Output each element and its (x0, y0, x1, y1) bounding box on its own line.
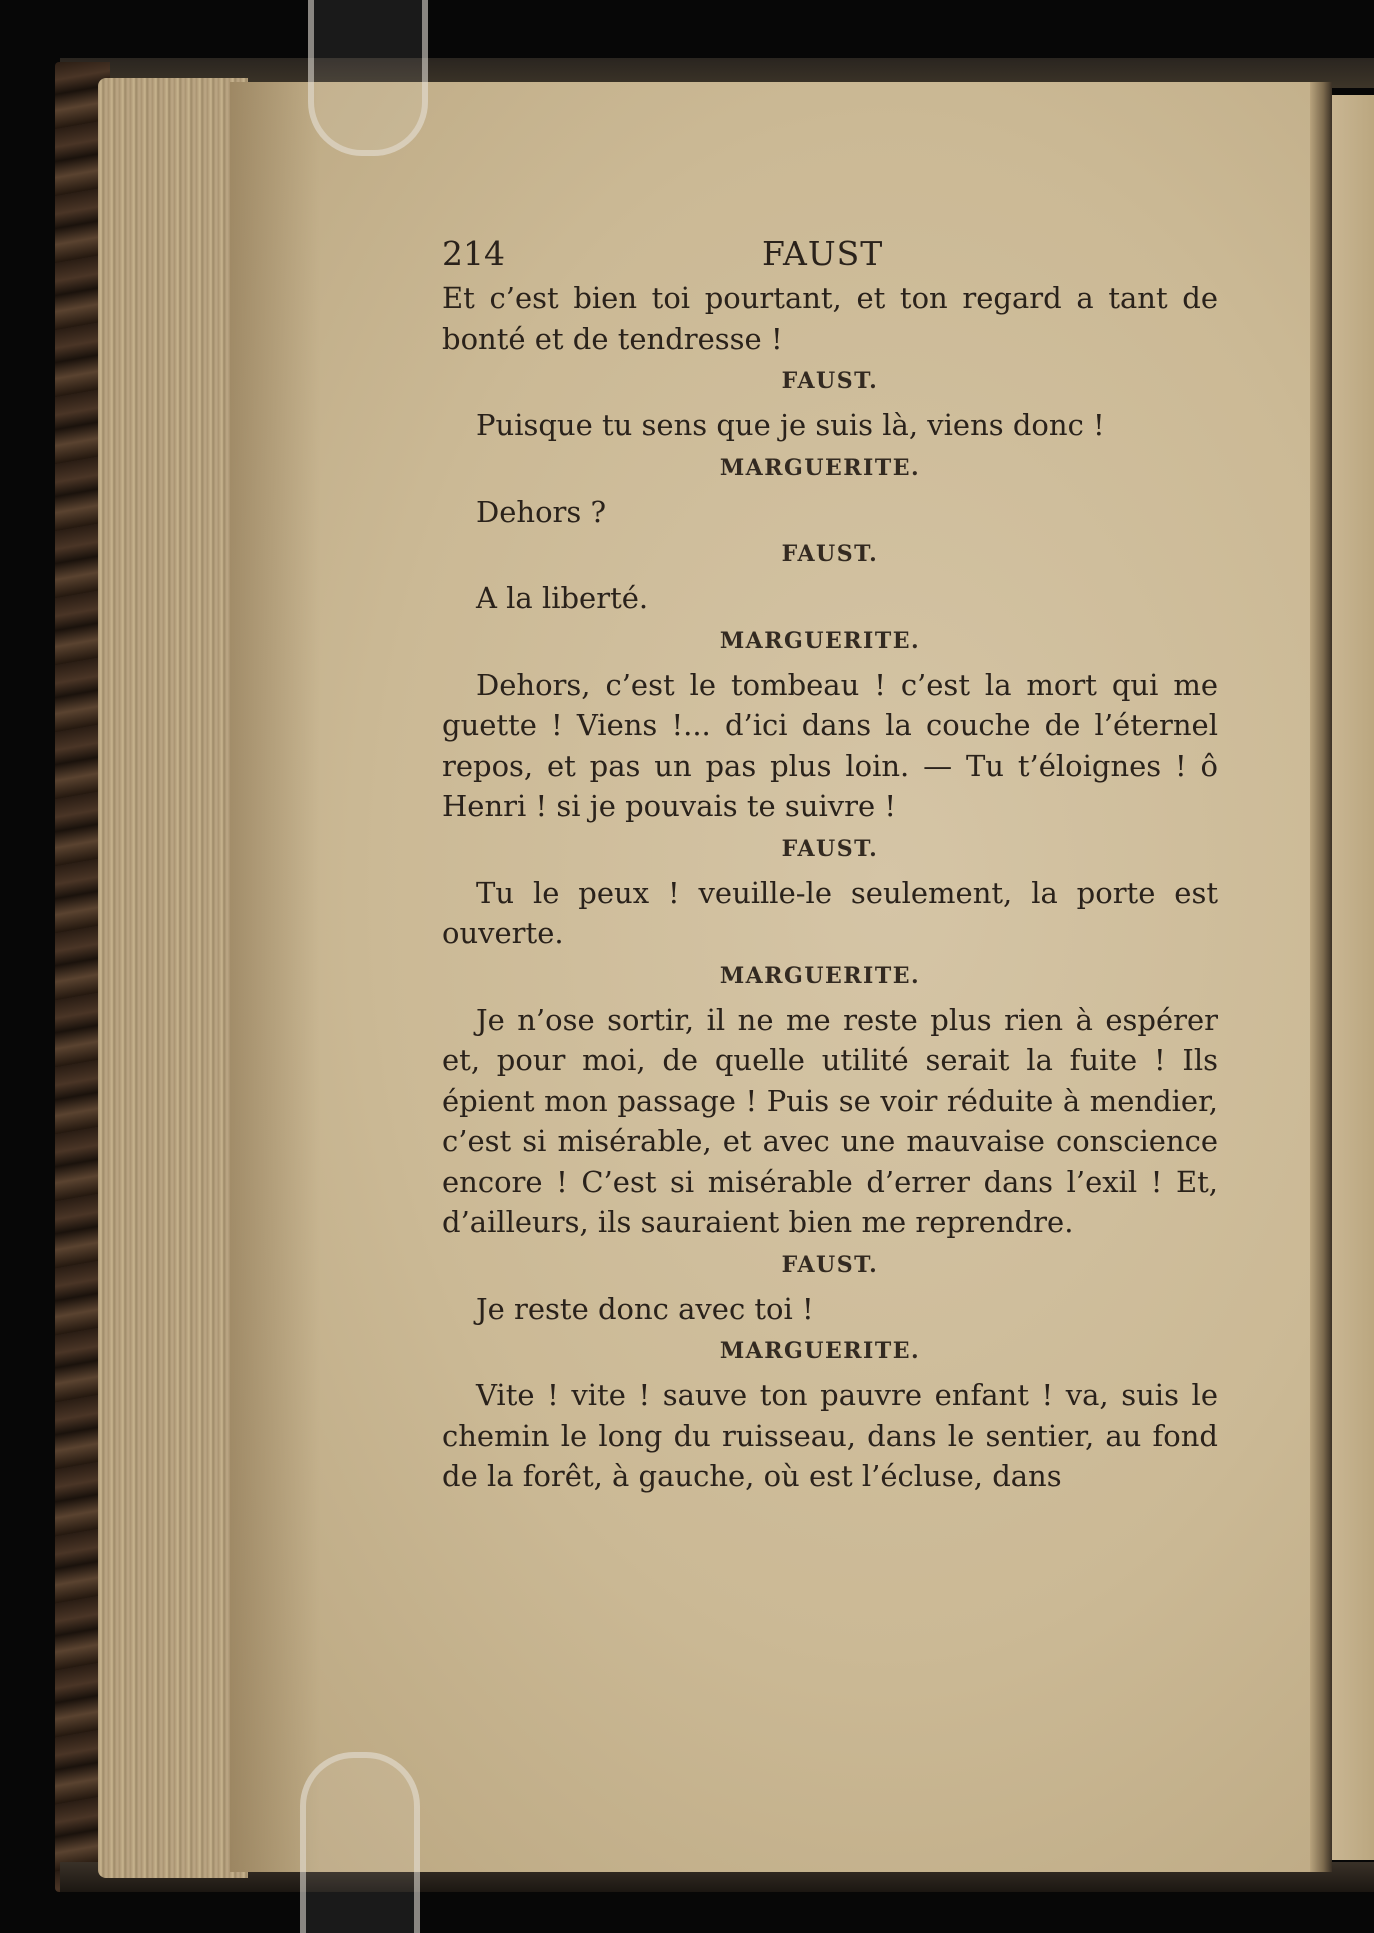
page-number: 214 (442, 234, 505, 273)
speaker-name: FAUST. (781, 835, 879, 862)
dialogue-paragraph: Vite ! vite ! sauve ton pauvre enfant ! va, suis le chemin le long du ruisseau, dans le sentier, au fond de la forêt, à gauche, où est l’écluse, dans (442, 1378, 1218, 1493)
dialogue-paragraph: Puisque tu sens que je suis là, viens donc ! (476, 408, 1105, 442)
speaker-name: FAUST. (781, 368, 879, 394)
speaker-name: MARGUERITE. (719, 627, 921, 654)
plastic-page-clip-top (308, 0, 428, 156)
dialogue-paragraph: Et c’est bien toi pourtant, et ton regard a tant de bonté et de tendresse ! (442, 281, 1218, 356)
page-edges (98, 78, 248, 1878)
dialogue-paragraph: Tu le peux ! veuille-le seulement, la porte est ouverte. (442, 875, 1218, 950)
speaker-name: MARGUERITE. (719, 454, 921, 481)
speaker-name: MARGUERITE. (719, 962, 921, 989)
page-gutter (1310, 82, 1332, 1872)
dialogue-paragraph: Je n’ose sortir, il ne me reste plus rien à espérer et, pour moi, de quelle utilité serait la fuite ! Ils épient mon passage ! Puis se voir réduite à mendier, c’est si misérable, et avec une mauvaise conscience encore ! C’est si misérable d’errer dans l’exil ! Et, d’ailleurs, ils sauraient bien me reprendre. (442, 1002, 1218, 1239)
running-title: FAUST (762, 234, 884, 273)
plastic-page-clip-bottom (300, 1752, 420, 1933)
dialogue-paragraph: Dehors, c’est le tombeau ! c’est la mort qui me guette ! Viens !... d’ici dans la couche de l’éternel repos, et pas un pas plus loin. — Tu t’éloignes ! ô Henri ! si je pouvais te suivre ! (442, 667, 1218, 823)
dialogue-paragraph: Dehors ? (476, 494, 607, 529)
speaker-name: FAUST. (781, 1251, 879, 1278)
running-head (442, 228, 1218, 278)
page-text (442, 228, 1218, 1497)
dialogue-paragraph: Je reste donc avec toi ! (476, 1291, 814, 1326)
speaker-name: MARGUERITE. (719, 1338, 921, 1364)
facing-page-edge (1330, 95, 1374, 1860)
speaker-name: FAUST. (781, 541, 879, 567)
dialogue-paragraph: A la liberté. (476, 581, 649, 615)
